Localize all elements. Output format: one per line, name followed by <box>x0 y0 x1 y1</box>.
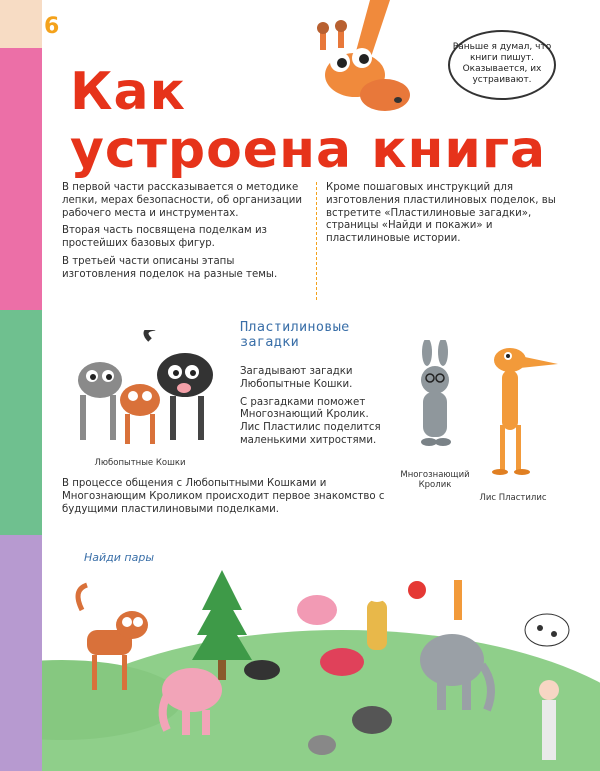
page-number: 6 <box>44 14 60 39</box>
page-title-line1: Как <box>70 62 186 122</box>
page-color-tab-pink <box>0 48 42 310</box>
section-title-line2: загадки <box>240 334 299 350</box>
section-title-line1: Пластилиновые <box>240 319 350 335</box>
page-color-tab-top <box>0 0 42 48</box>
riddle-paragraph: Загадывают загадки Любопытные Кошки. <box>240 366 353 390</box>
intro-column-left <box>62 182 310 287</box>
speech-bubble: Раньше я думал, что книги пишут. Оказывается, их устраивают. <box>448 30 556 100</box>
riddle-paragraph: С разгадками поможет Многознающий Кролик. Лис Пластилис поделится маленькими хитростями. <box>240 396 381 446</box>
rabbit-caption-line2: Кролик <box>418 480 452 490</box>
column-divider <box>316 182 317 300</box>
giraffe-illustration <box>300 0 440 130</box>
cats-caption: Любопытные Кошки <box>94 458 186 468</box>
find-pairs-label: Найди пары <box>84 551 155 564</box>
fox-illustration <box>470 330 560 480</box>
bottom-paragraph: В процессе общения с Любопытными Кошками и Многознающим Кроликом происходит первое знакомство с будущими пластилиновыми поделками. <box>62 478 385 515</box>
riddle-text <box>240 366 388 453</box>
page-color-tab-purple <box>0 535 42 771</box>
page-title-line2: устроена книга <box>70 120 547 180</box>
section-title <box>240 320 350 350</box>
cats-illustration <box>60 330 220 450</box>
rabbit-caption <box>390 470 480 490</box>
intro-paragraph: В первой части рассказывается о методике лепки, мерах безопасности, об организации рабочего места и инструментах. <box>62 182 303 219</box>
intro-paragraph: В третьей части описаны этапы изготовления поделок на разные темы. <box>62 255 278 280</box>
page-color-tab-green <box>0 310 42 535</box>
intro-column-right: Кроме пошаговых инструкций для изготовления пластилиновых поделок, вы встретите «Пластилиновые загадки», страницы «Найди и покажи» и пластилиновые истории. <box>326 182 556 245</box>
fox-caption: Лис Пластилис <box>479 493 547 503</box>
intro-paragraph: Вторая часть посвящена поделкам из простейших базовых фигур. <box>62 225 267 250</box>
find-pairs-scene <box>42 570 600 771</box>
rabbit-illustration <box>405 340 465 450</box>
rabbit-caption-line1: Многознающий <box>400 470 470 480</box>
